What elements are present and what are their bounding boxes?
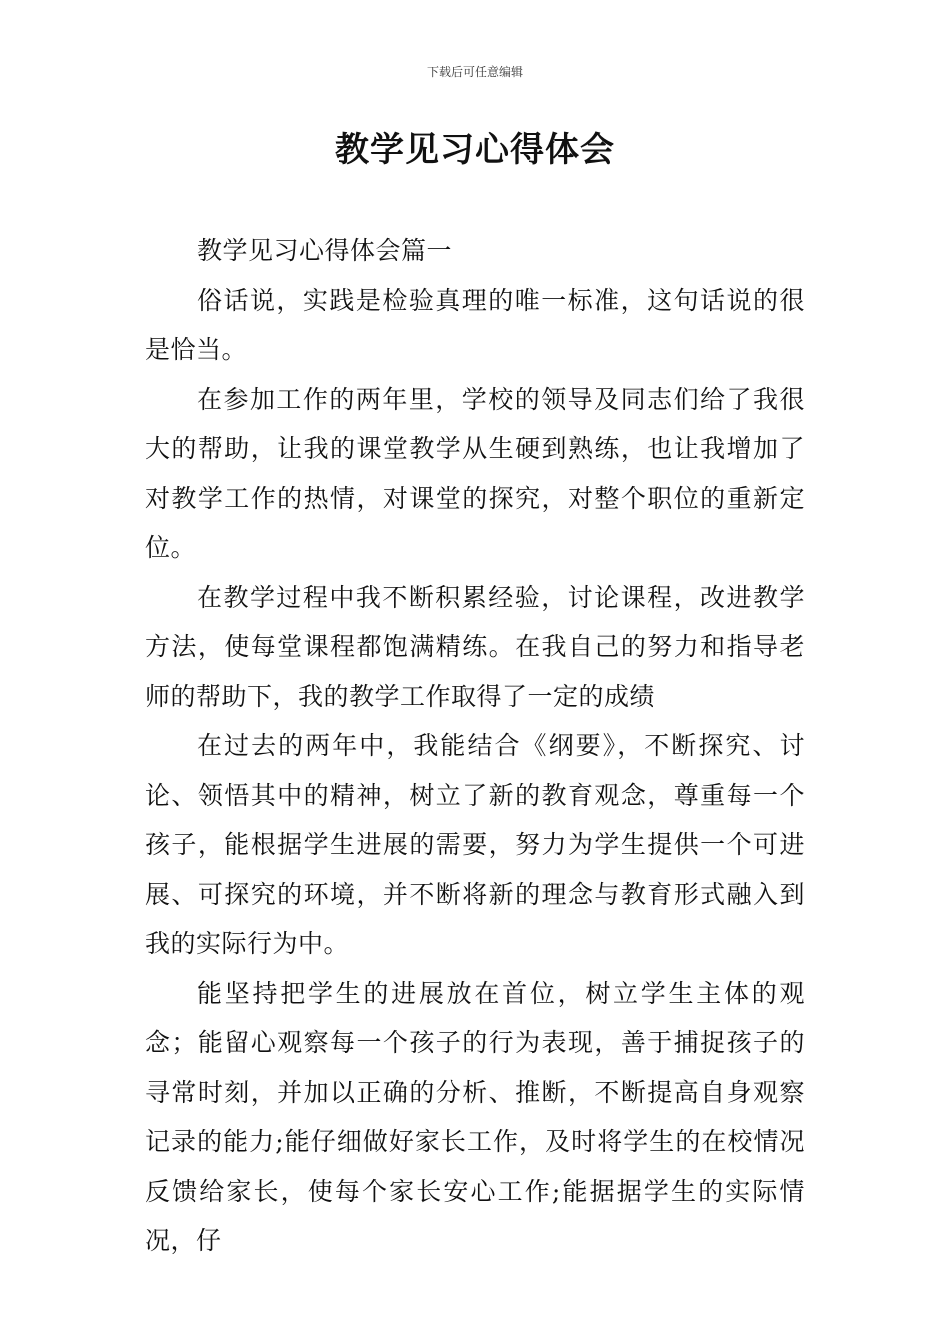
paragraph: 在过去的两年中，我能结合《纲要》，不断探究、讨论、领悟其中的精神，树立了新的教育观念，尊重每一个孩子，能根据学生进展的需要，努力为学生提供一个可进展、可探究的环境，并不断将新的理念与教育形式融入到我的实际行为中。 [145,731,805,958]
paragraph: 俗话说，实践是检验真理的唯一标准，这句话说的很是恰当。 [145,285,805,364]
section-heading: 教学见习心得体会篇一 [197,236,453,265]
paragraph: 能坚持把学生的进展放在首位，树立学生主体的观念；能留心观察每一个孩子的行为表现，善于捕捉孩子的寻常时刻，并加以正确的分析、推断，不断提高自身观察记录的能力;能仔细做好家长工作，及时将学生的在校情况反馈给家长，使每个家长安心工作;能据据学生的实际情况，仔 [145,978,805,1255]
header-note: 下载后可任意编辑 [426,65,523,79]
document-title: 教学见习心得体会 [335,130,615,170]
document-body [145,226,805,1266]
paragraph: 在参加工作的两年里，学校的领导及同志们给了我很大的帮助，让我的课堂教学从生硬到熟练，也让我增加了对教学工作的热情，对课堂的探究，对整个职位的重新定位。 [145,384,805,562]
paragraph: 在教学过程中我不断积累经验，讨论课程，改进教学方法，使每堂课程都饱满精练。在我自己的努力和指导老师的帮助下，我的教学工作取得了一定的成绩 [145,582,805,711]
